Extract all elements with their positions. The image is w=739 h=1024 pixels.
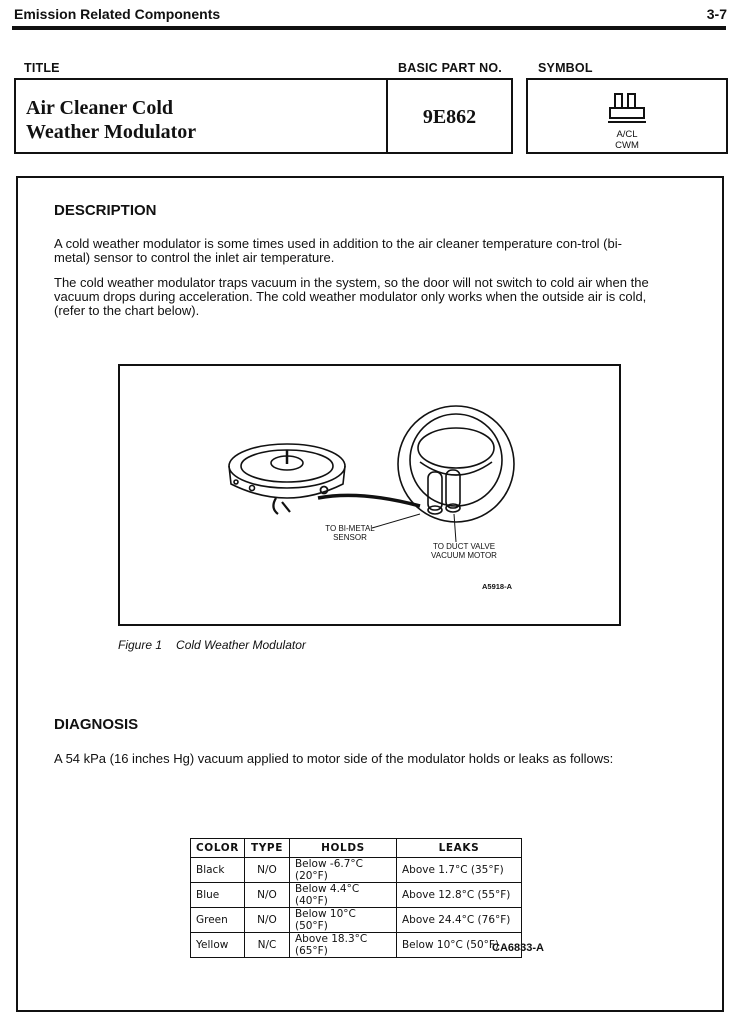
column-header-type: TYPE [244, 839, 289, 858]
symbol-box [526, 78, 728, 154]
part-number: 9E862 [422, 106, 477, 128]
callout-1-line-2: SENSOR [333, 533, 367, 542]
callout-1-line-1: TO BI-METAL [325, 524, 375, 533]
symbol-text [528, 129, 726, 151]
title-line-2: Weather Modulator [26, 121, 197, 143]
modulator-illustration [120, 366, 619, 624]
table-cell: Blue [191, 883, 245, 908]
column-header-leaks: LEAKS [396, 839, 521, 858]
callout-2-line-1: TO DUCT VALVE [432, 542, 496, 551]
diagnosis-heading: DIAGNOSIS [54, 716, 139, 733]
table-cell: N/O [244, 883, 289, 908]
title-label: TITLE [24, 61, 60, 75]
table-cell: Green [191, 908, 245, 933]
table-row [191, 858, 522, 883]
table-cell: Black [191, 858, 245, 883]
title-line-1: Air Cleaner Cold [26, 97, 174, 119]
symbol-label: SYMBOL [538, 61, 593, 75]
basic-part-label: BASIC PART NO. [398, 61, 502, 75]
section-title: Emission Related Components [14, 6, 221, 22]
table-row [191, 883, 522, 908]
table-cell: Yellow [191, 933, 245, 958]
description-paragraph-2: The cold weather modulator traps vacuum in the system, so the door will not switch to cold air when the vacuum drops during acceleration. The cold weather modulator only works when the outside air is cold, (refer to the chart below). [54, 275, 649, 318]
page-number: 3-7 [706, 6, 727, 22]
table-header-row [191, 839, 522, 858]
callout-duct-valve [418, 542, 510, 560]
title-box [14, 78, 388, 154]
table-cell: Above 12.8°C (55°F) [396, 883, 521, 908]
description-paragraph-1: A cold weather modulator is some times used in addition to the air cleaner temperature con-trol (bi-metal) sensor to control the inlet air temperature. [54, 236, 622, 265]
table-row [191, 933, 522, 958]
column-header-holds: HOLDS [289, 839, 396, 858]
table-cell: Below 4.4°C (40°F) [289, 883, 396, 908]
diagnosis-paragraph: A 54 kPa (16 inches Hg) vacuum applied to motor side of the modulator holds or leaks as follows: [54, 751, 614, 766]
symbol-line-1: A/CL [616, 129, 638, 140]
table-cell: Above 24.4°C (76°F) [396, 908, 521, 933]
table-cell: N/C [244, 933, 289, 958]
figure-caption-text: Cold Weather Modulator [176, 638, 306, 652]
component-title [26, 96, 376, 144]
diagnosis-table [190, 838, 522, 958]
header-rule [12, 26, 726, 30]
table-row [191, 908, 522, 933]
table-cell: Below 10°C (50°F) [289, 908, 396, 933]
callout-bimetal-sensor [310, 524, 390, 542]
figure-caption [118, 638, 320, 652]
figure-number: Figure 1 [118, 638, 163, 652]
table-cell: N/O [244, 858, 289, 883]
symbol-line-2: CWM [615, 140, 639, 151]
description-heading: DESCRIPTION [54, 202, 157, 219]
modulator-symbol-icon [606, 92, 650, 126]
column-header-color: COLOR [191, 839, 245, 858]
table-cell: Below 10°C (50°F) [396, 933, 521, 958]
figure-code: A5918-A [482, 582, 513, 591]
callout-2-line-2: VACUUM MOTOR [431, 551, 497, 560]
table-cell: N/O [244, 908, 289, 933]
table-cell: Below -6.7°C (20°F) [289, 858, 396, 883]
figure-frame [118, 364, 621, 626]
table-cell: Above 18.3°C (65°F) [289, 933, 396, 958]
table-cell: Above 1.7°C (35°F) [396, 858, 521, 883]
table-code: CA6833-A [492, 942, 544, 954]
part-number-box [386, 78, 513, 154]
